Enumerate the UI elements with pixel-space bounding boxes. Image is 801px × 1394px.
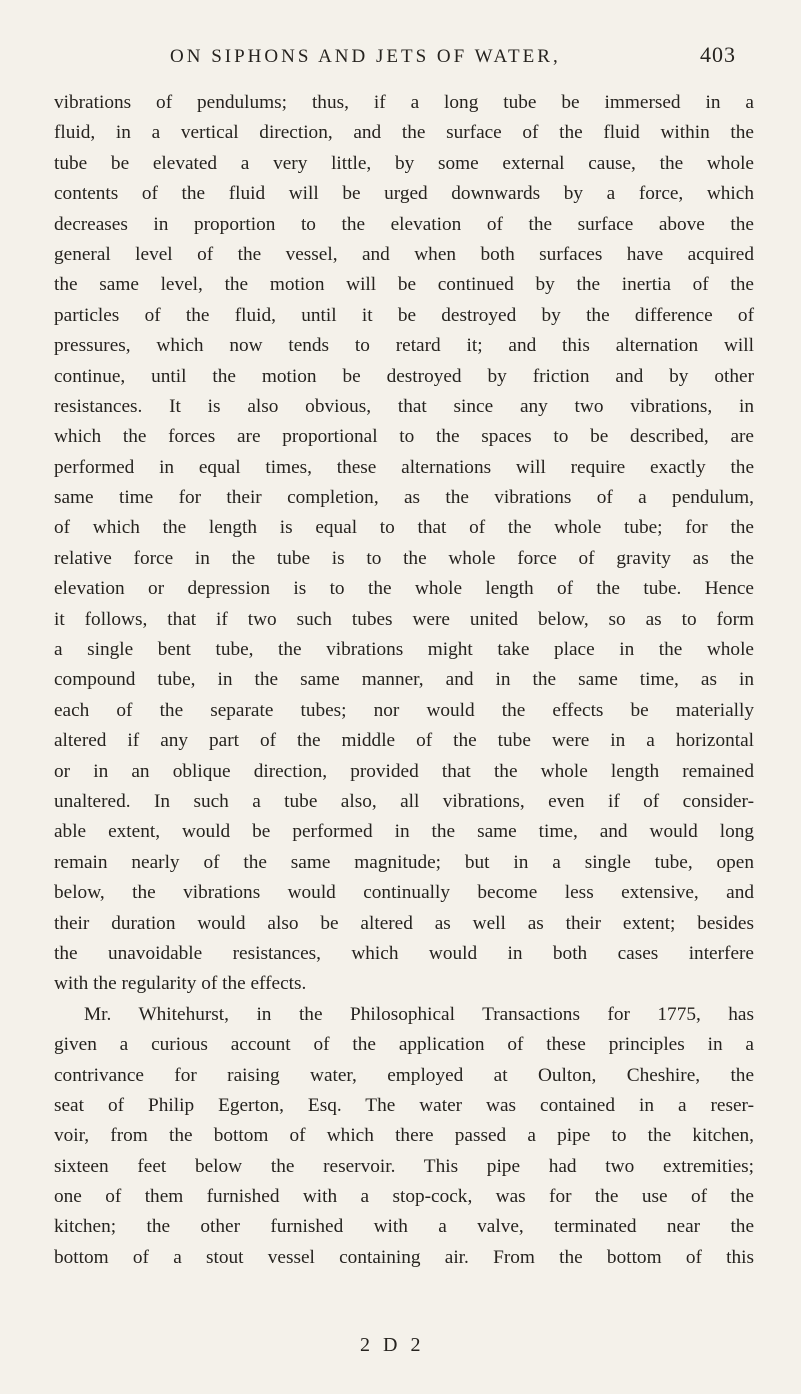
text-line: which the forces are proportional to the spaces to be described, are: [54, 426, 754, 448]
text-line: relative force in the tube is to the whole force of gravity as the: [54, 547, 754, 569]
text-line: contrivance for raising water, employed at Oulton, Cheshire, the: [54, 1064, 754, 1086]
text-line: tube be elevated a very little, by some external cause, the whole: [54, 152, 754, 174]
signature-mark: 2 D 2: [360, 1334, 425, 1356]
text-line: performed in equal times, these alternations will require exactly the: [54, 456, 754, 478]
text-line: elevation or depression is to the whole length of the tube. Hence: [54, 578, 754, 600]
text-line: continue, until the motion be destroyed by friction and by other: [54, 365, 754, 387]
text-line: general level of the vessel, and when both surfaces have acquired: [54, 243, 754, 265]
text-line: decreases in proportion to the elevation of the surface above the: [54, 213, 754, 235]
text-line: each of the separate tubes; nor would the effects be materially: [54, 699, 754, 721]
text-line: a single bent tube, the vibrations might take place in the whole: [54, 639, 754, 661]
text-line: the same level, the motion will be continued by the inertia of the: [54, 274, 754, 296]
text-line: or in an oblique direction, provided that the whole length remained: [54, 760, 754, 782]
text-line: able extent, would be performed in the same time, and would long: [54, 821, 754, 843]
text-line: vibrations of pendulums; thus, if a long tube be immersed in a: [54, 92, 754, 113]
text-line: bottom of a stout vessel containing air. From the bottom of this: [54, 1246, 754, 1268]
text-line: one of them furnished with a stop-cock, was for the use of the: [54, 1186, 754, 1208]
text-line: pressures, which now tends to retard it; and this alternation will: [54, 335, 754, 357]
text-line: the unavoidable resistances, which would in both cases interfere: [54, 942, 754, 964]
text-line: same time for their completion, as the vibrations of a pendulum,: [54, 487, 754, 509]
text-line: below, the vibrations would continually become less extensive, and: [54, 882, 754, 904]
text-line: with the regularity of the effects.: [54, 973, 307, 995]
text-line: compound tube, in the same manner, and in the same time, as in: [54, 669, 754, 691]
body-text: [54, 88, 754, 1273]
text-line: voir, from the bottom of which there passed a pipe to the kitchen,: [54, 1125, 754, 1147]
text-line: altered if any part of the middle of the tube were in a horizontal: [54, 730, 754, 752]
text-line: fluid, in a vertical direction, and the surface of the fluid within the: [54, 122, 754, 144]
text-line: of which the length is equal to that of the whole tube; for the: [54, 517, 754, 539]
text-line: sixteen feet below the reservoir. This pipe had two extremities;: [54, 1155, 754, 1177]
running-title: ON SIPHONS AND JETS OF WATER,: [170, 46, 561, 67]
text-line: seat of Philip Egerton, Esq. The water was contained in a reser-: [54, 1094, 754, 1116]
text-line: it follows, that if two such tubes were united below, so as to form: [54, 608, 754, 630]
page-number: 403: [700, 42, 736, 67]
text-line: remain nearly of the same magnitude; but in a single tube, open: [54, 851, 754, 873]
text-line: contents of the fluid will be urged downwards by a force, which: [54, 183, 754, 205]
text-line: given a curious account of the application of these principles in a: [54, 1034, 754, 1056]
text-line: particles of the fluid, until it be destroyed by the difference of: [54, 304, 754, 326]
text-line: kitchen; the other furnished with a valve, terminated near the: [54, 1216, 754, 1238]
text-line: resistances. It is also obvious, that since any two vibrations, in: [54, 395, 754, 417]
text-line: their duration would also be altered as well as their extent; besides: [54, 912, 754, 934]
text-line: unaltered. In such a tube also, all vibrations, even if of consider-: [54, 790, 754, 812]
text-line: Mr. Whitehurst, in the Philosophical Transactions for 1775, has: [84, 1003, 754, 1025]
